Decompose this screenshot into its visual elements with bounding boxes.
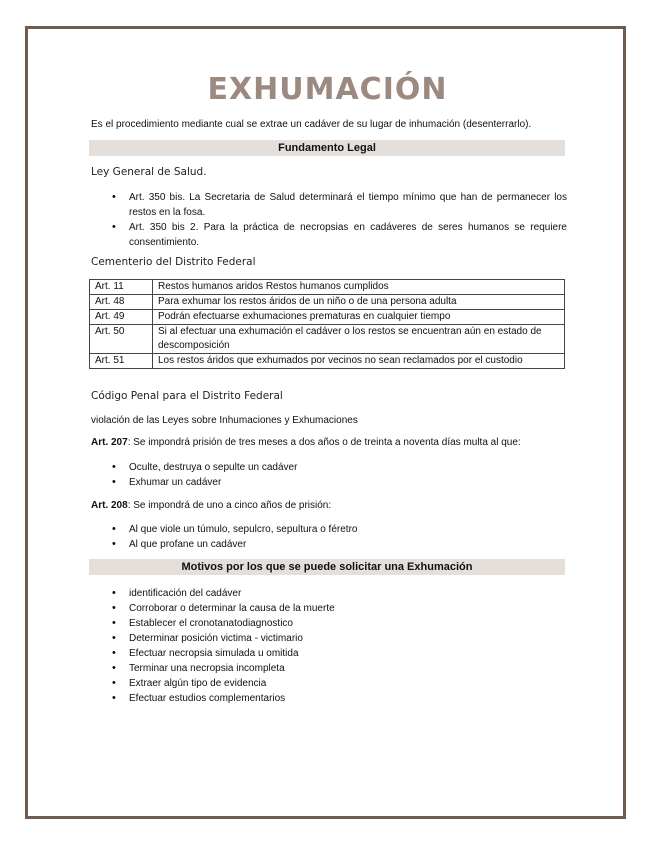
- list-item: • Terminar una necropsia incompleta: [112, 661, 567, 676]
- cementerio-table: [89, 279, 565, 369]
- table-row: [90, 295, 565, 310]
- article-cell: Art. 11: [90, 280, 153, 295]
- art-207-paragraph: [91, 436, 521, 450]
- description-cell: Para exhumar los restos áridos de un niño o de una persona adulta: [153, 295, 565, 310]
- table-row: [90, 310, 565, 325]
- list-item: • Al que viole un túmulo, sepulcro, sepultura o féretro: [112, 522, 567, 537]
- description-cell: Podrán efectuarse exhumaciones prematuras en cualquier tiempo: [153, 310, 565, 325]
- list-item: • Determinar posición victima - victimario: [112, 631, 567, 646]
- intro-text: Es el procedimiento mediante cual se extrae un cadáver de su lugar de inhumación (desenterrarlo).: [91, 119, 532, 130]
- art-208-list: [112, 522, 567, 552]
- table-row: [90, 354, 565, 369]
- art-208-text: : Se impondrá de uno a cinco años de prisión:: [127, 500, 332, 511]
- motivos-list: [112, 586, 567, 706]
- art-208-label: Art. 208: [91, 500, 128, 511]
- article-cell: Art. 51: [90, 354, 153, 369]
- list-item: • Art. 350 bis 2. Para la práctica de necropsias en cadáveres de seres humanos se requiere consentimiento.: [112, 220, 567, 250]
- cementerio-heading: Cementerio del Distrito Federal: [91, 256, 256, 268]
- ley-general-heading: Ley General de Salud.: [91, 166, 207, 178]
- codigo-penal-subtitle: violación de las Leyes sobre Inhumaciones y Exhumaciones: [91, 415, 358, 426]
- list-item: • Establecer el cronotanatodiagnostico: [112, 616, 567, 631]
- list-item: • Efectuar estudios complementarios: [112, 691, 567, 706]
- list-item: • Exhumar un cadáver: [112, 475, 567, 490]
- section-motivos: Motivos por los que se puede solicitar una Exhumación: [89, 559, 565, 575]
- section-fundamento-legal: Fundamento Legal: [89, 140, 565, 156]
- list-item: • Extraer algún tipo de evidencia: [112, 676, 567, 691]
- description-cell: Restos humanos aridos Restos humanos cumplidos: [153, 280, 565, 295]
- art-207-text: : Se impondrá prisión de tres meses a dos años o de treinta a noventa días multa al que:: [127, 437, 521, 448]
- page-title: EXHUMACIÓN: [207, 72, 448, 107]
- art-208-paragraph: [91, 499, 331, 513]
- table-row: [90, 280, 565, 295]
- list-item: • Efectuar necropsia simulada u omitida: [112, 646, 567, 661]
- article-cell: Art. 50: [90, 325, 153, 354]
- article-cell: Art. 49: [90, 310, 153, 325]
- list-item: • Al que profane un cadáver: [112, 537, 567, 552]
- list-item: • Oculte, destruya o sepulte un cadáver: [112, 460, 567, 475]
- art-207-label: Art. 207: [91, 437, 128, 448]
- list-item: • Art. 350 bis. La Secretaria de Salud determinará el tiempo mínimo que han de permanecer los restos en la fosa.: [112, 190, 567, 220]
- codigo-penal-heading: Código Penal para el Distrito Federal: [91, 390, 283, 402]
- table-row: [90, 325, 565, 354]
- description-cell: Los restos áridos que exhumados por vecinos no sean reclamados por el custodio: [153, 354, 565, 369]
- description-cell: Si al efectuar una exhumación el cadáver o los restos se encuentran aún en estado de descomposición: [153, 325, 565, 354]
- list-item: • Corroborar o determinar la causa de la muerte: [112, 601, 567, 616]
- article-cell: Art. 48: [90, 295, 153, 310]
- art-207-list: [112, 460, 567, 490]
- list-item: • identificación del cadáver: [112, 586, 567, 601]
- ley-general-list: [112, 190, 567, 250]
